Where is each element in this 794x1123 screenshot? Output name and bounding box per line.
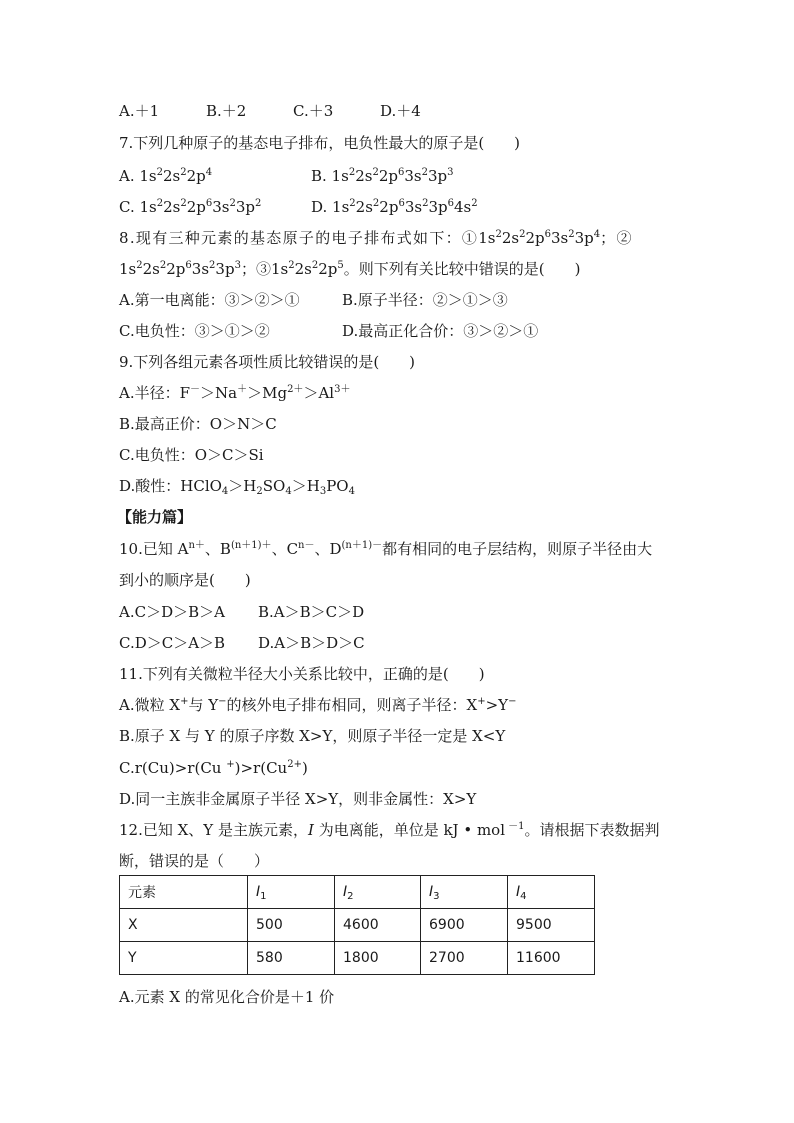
- table-cell-element: Y: [120, 942, 248, 975]
- table-header-i3: $I_3$: [421, 876, 508, 909]
- table-cell-element: X: [120, 909, 248, 942]
- q12-stem-line2: 断，错误的是（ ）: [119, 852, 270, 870]
- q7-option-b: B. $1s^22s^22p^63s^23p^3$: [311, 167, 454, 185]
- q7-option-c: C. $1s^22s^22p^63s^23p^2$: [119, 198, 262, 216]
- table-header-i4: $I_4$: [508, 876, 595, 909]
- table-cell: 11600: [508, 942, 595, 975]
- q10-stem-line2: 到小的顺序是( ): [119, 571, 251, 589]
- q10-stem-line1: 10.已知 $A^{n+}$、$B^{(n+1)+}$、$C^{n-}$、$D^{(n+1)-}$都有相同的电子层结构，则原子半径由大: [119, 540, 653, 558]
- q10-option-d: D.A＞B＞D＞C: [258, 634, 365, 652]
- table-header-i2: $I_2$: [335, 876, 421, 909]
- q9-stem: 9.下列各组元素各项性质比较错误的是( ): [119, 353, 416, 371]
- section-heading: 【能力篇】: [117, 508, 193, 526]
- q8-option-a: A.第一电离能：③＞②＞①: [119, 291, 300, 309]
- table-row: [120, 909, 595, 942]
- q11-option-b: B.原子 X 与 Y 的原子序数 X>Y，则原子半径一定是 X<Y: [119, 727, 506, 745]
- q9-option-d: D.酸性：$HClO_4>H_2SO_4>H_3PO_4$: [119, 477, 355, 497]
- q10-option-c: C.D＞C＞A＞B: [119, 634, 226, 652]
- q8-option-d: D.最高正化合价：③＞②＞①: [342, 322, 539, 340]
- table-cell: 580: [248, 942, 335, 975]
- q8-stem-line1: 8.现有三种元素的基态原子的电子排布式如下：$①1s^22s^22p^63s^23p^4$；②: [119, 229, 633, 247]
- q8-stem-line2: $1s^22s^22p^63s^23p^3$；$③1s^22s^22p^5$。则下列有关比较中错误的是( ): [119, 260, 581, 278]
- q8-config-2: $1s^22s^22p^63s^23p^3$: [119, 260, 241, 278]
- table-header-i1: $I_1$: [248, 876, 335, 909]
- q8-option-b: B.原子半径：②＞①＞③: [342, 291, 508, 309]
- q7-stem: 7.下列几种原子的基态电子排布，电负性最大的原子是( ): [119, 134, 521, 152]
- q11-stem: 11.下列有关微粒半径大小关系比较中，正确的是( ): [119, 665, 485, 683]
- q11-option-d: D.同一主族非金属原子半径 X>Y，则非金属性：X>Y: [119, 790, 477, 808]
- q8-option-c: C.电负性：③＞①＞②: [119, 322, 270, 340]
- table-cell: 9500: [508, 909, 595, 942]
- q9-option-a: A.半径：$F^->Na^+>Mg^{2+}>Al^{3+}$: [119, 384, 351, 402]
- q6-option-a: A.＋1: [119, 102, 160, 120]
- q11-option-c: C.r(Cu)>r(Cu $^+)>r(Cu^{2+})$: [119, 759, 308, 777]
- q6-option-c: C.＋3: [293, 102, 334, 120]
- table-cell: 6900: [421, 909, 508, 942]
- table-row: [120, 942, 595, 975]
- q8-config-1: $1s^22s^22p^63s^23p^4$: [478, 229, 601, 247]
- q9-option-b: B.最高正价：O＞N＞C: [119, 415, 277, 433]
- q12-option-a: A.元素 X 的常见化合价是＋1 价: [119, 988, 335, 1006]
- q6-option-b: B.＋2: [206, 102, 247, 120]
- table-cell: 4600: [335, 909, 421, 942]
- q9-option-c: C.电负性：O＞C＞Si: [119, 446, 264, 464]
- q10-option-b: B.A＞B＞C＞D: [258, 603, 365, 621]
- table-cell: 500: [248, 909, 335, 942]
- q7-option-d: D. $1s^22s^22p^63s^23p^64s^2$: [311, 198, 478, 216]
- q6-option-d: D.＋4: [380, 102, 421, 120]
- ionization-energy-table: [119, 875, 595, 975]
- table-cell: 2700: [421, 942, 508, 975]
- table-cell: 1800: [335, 942, 421, 975]
- q12-stem-line1: 12.已知 X、Y 是主族元素，I 为电离能，单位是 kJ • mol $^{-1}$。请根据下表数据判: [119, 821, 660, 839]
- q11-option-a: A.微粒 X+与 Y−的核外电子排布相同，则离子半径：X+>Y−: [119, 696, 517, 714]
- table-header-row: [120, 876, 595, 909]
- q7-option-a: A. $1s^22s^22p^4$: [119, 167, 213, 185]
- table-header-element: 元素: [120, 876, 248, 909]
- q8-config-3: $1s^22s^22p^5$: [270, 260, 344, 278]
- q10-option-a: A.C＞D＞B＞A: [119, 603, 225, 621]
